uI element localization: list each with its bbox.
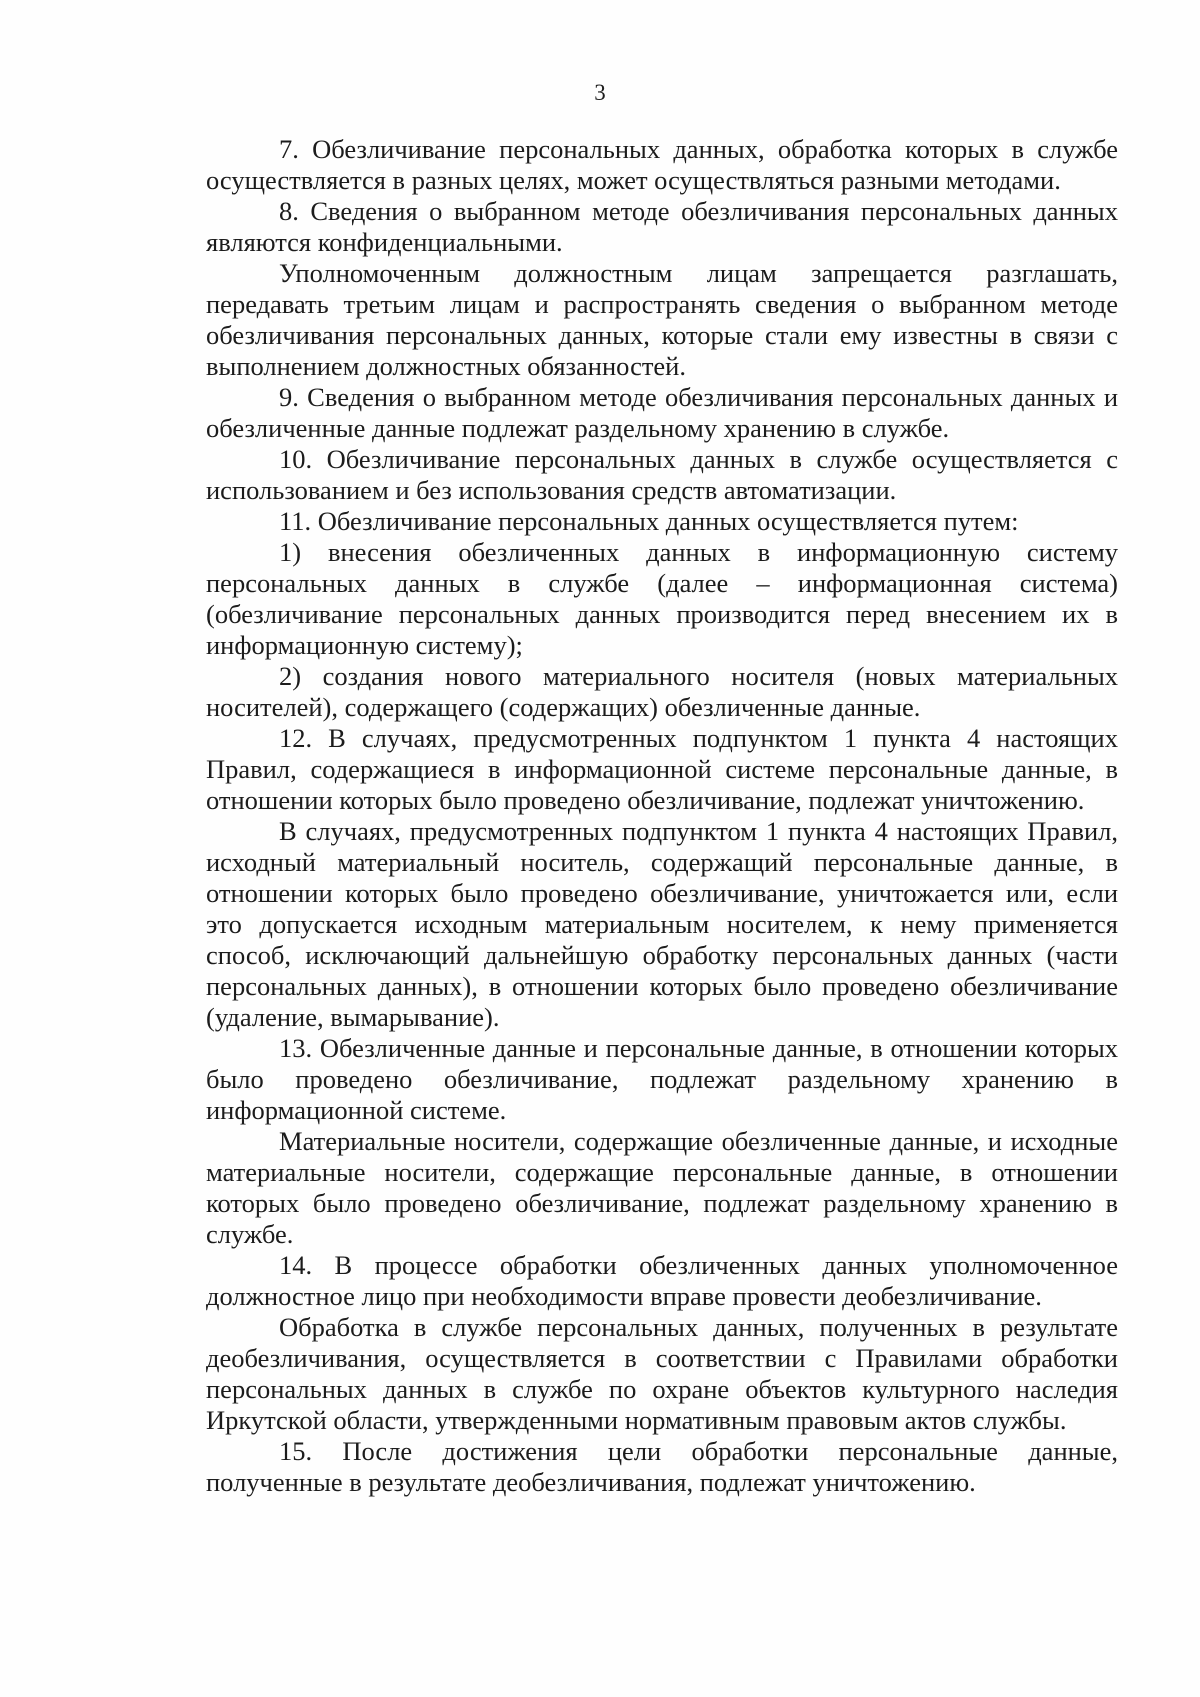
paragraph-8: 8. Сведения о выбранном методе обезличивания персональных данных являются конфиденциальными. — [206, 196, 1118, 257]
paragraph-12-source-carrier: В случаях, предусмотренных подпунктом 1 пункта 4 настоящих Правил, исходный материальный носитель, содержащий персональные данные, в отношении которых было проведено обезличивание, уничтожается или, если это допускается исходным материальным носителем, к нему применяется способ, исключающий дальнейшую обработку персональных данных (части персональных данных), в отношении которых было проведено обезличивание (удаление, вымарывание). — [206, 816, 1118, 1032]
paragraph-11-item-2: 2) создания нового материального носителя (новых материальных носителей), содержащего (содержащих) обезличенные данные. — [206, 661, 1118, 722]
paragraph-10: 10. Обезличивание персональных данных в службе осуществляется с использованием и без использования средств автоматизации. — [206, 444, 1118, 505]
page-number: 3 — [594, 80, 606, 105]
paragraph-11-item-1: 1) внесения обезличенных данных в информационную систему персональных данных в службе (далее – информационная система) (обезличивание персональных данных производится перед внесением их в информационную систему); — [206, 537, 1118, 660]
paragraph-9: 9. Сведения о выбранном методе обезличивания персональных данных и обезличенные данные подлежат раздельному хранению в службе. — [206, 382, 1118, 443]
paragraph-13: 13. Обезличенные данные и персональные данные, в отношении которых было проведено обезличивание, подлежат раздельному хранению в информационной системе. — [206, 1033, 1118, 1125]
paragraph-14: 14. В процессе обработки обезличенных данных уполномоченное должностное лицо при необходимости вправе провести деобезличивание. — [206, 1250, 1118, 1311]
paragraph-14-processing: Обработка в службе персональных данных, полученных в результате деобезличивания, осуществляется в соответствии с Правилами обработки персональных данных в службе по охране объектов культурного наследия Иркутской области, утвержденными нормативным правовым актов службы. — [206, 1312, 1118, 1435]
paragraph-8-prohibition: Уполномоченным должностным лицам запрещается разглашать, передавать третьим лицам и распространять сведения о выбранном методе обезличивания персональных данных, которые стали ему известны в связи с выполнением должностных обязанностей. — [206, 258, 1118, 381]
paragraph-7: 7. Обезличивание персональных данных, обработка которых в службе осуществляется в разных целях, может осуществляться разными методами. — [206, 134, 1118, 195]
paragraph-12: 12. В случаях, предусмотренных подпунктом 1 пункта 4 настоящих Правил, содержащиеся в информационной системе персональные данные, в отношении которых было проведено обезличивание, подлежат уничтожению. — [206, 723, 1118, 815]
paragraph-11: 11. Обезличивание персональных данных осуществляется путем: — [279, 506, 1019, 536]
paragraph-15: 15. После достижения цели обработки персональные данные, полученные в результате деобезличивания, подлежат уничтожению. — [206, 1436, 1118, 1497]
document-body — [206, 134, 1118, 1498]
paragraph-13-carriers: Материальные носители, содержащие обезличенные данные, и исходные материальные носители, содержащие персональные данные, в отношении которых было проведено обезличивание, подлежат раздельному хранению в службе. — [206, 1126, 1118, 1249]
